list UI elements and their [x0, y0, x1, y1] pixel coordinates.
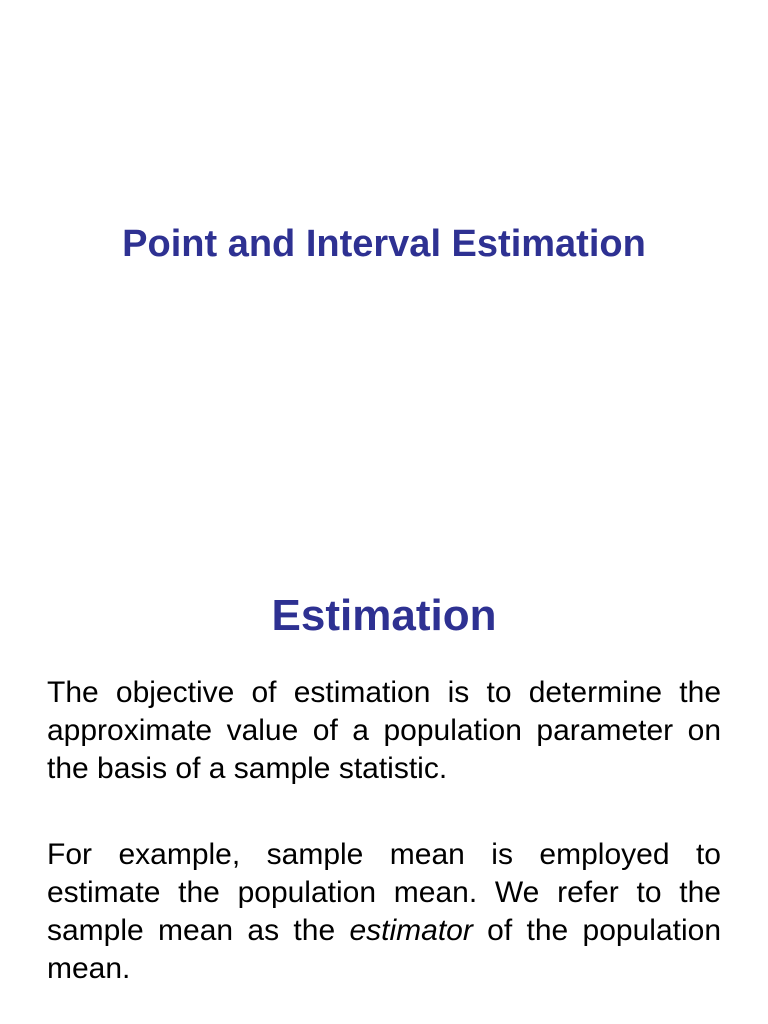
- paragraph-example-text-start: For example, sample mean is employed to estimate the population mean. We refer to the sample mean as the: [47, 838, 721, 947]
- paragraph-objective: The objective of estimation is to determine the approximate value of a population parameter on the basis of a sample statistic.: [47, 676, 721, 785]
- estimator-term: estimator: [349, 914, 473, 947]
- section-heading: Estimation: [271, 591, 497, 640]
- page-title: Point and Interval Estimation: [122, 223, 646, 265]
- paragraph-example-text-end: of the population mean.: [47, 914, 722, 985]
- paragraph-example: [47, 836, 721, 988]
